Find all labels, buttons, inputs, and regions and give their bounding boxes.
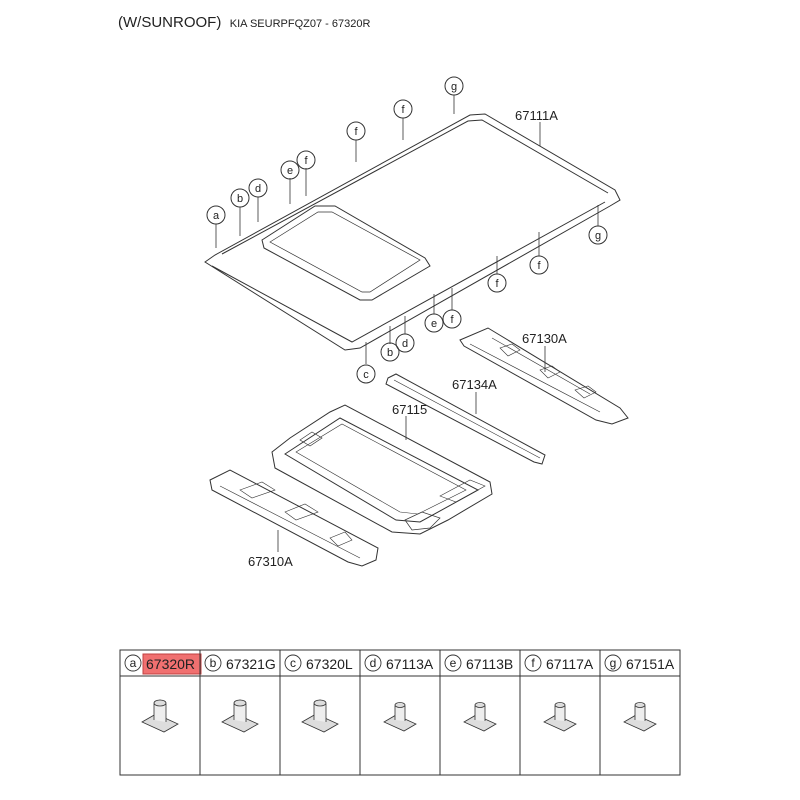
parts-table	[120, 650, 680, 775]
clip-icon	[302, 700, 338, 732]
callout-e: e	[286, 165, 294, 177]
part-label-roof-panel: 67111A	[515, 108, 558, 123]
table-part-g[interactable]: 67151A	[626, 656, 675, 672]
callout-e: e	[430, 318, 438, 330]
callout-f: f	[537, 260, 541, 272]
clip-icon	[544, 703, 576, 732]
part-label-sunroof-frame: 67115	[392, 402, 428, 417]
clip-icon	[222, 700, 258, 732]
callout-d: d	[254, 183, 262, 195]
callout-g: g	[594, 230, 602, 242]
callout-leaders	[216, 95, 598, 364]
header-title: (W/SUNROOF)	[118, 14, 222, 31]
callout-f: f	[495, 278, 499, 290]
clip-icons	[142, 700, 656, 732]
part-label-center-rail: 67134A	[452, 377, 497, 392]
callout-d: d	[401, 338, 409, 350]
callout-a: a	[212, 210, 220, 222]
table-letter-d: d	[369, 656, 377, 670]
callout-f: f	[304, 155, 308, 167]
table-part-b[interactable]: 67321G	[226, 656, 276, 672]
callout-b: b	[386, 347, 394, 359]
clip-icon	[142, 700, 178, 732]
table-letter-c: c	[290, 656, 296, 670]
table-letter-e: e	[449, 656, 457, 670]
callout-f: f	[401, 104, 405, 116]
part-label-front-rail: 67130A	[522, 331, 567, 346]
clip-icon	[464, 703, 496, 732]
table-part-e[interactable]: 67113B	[466, 656, 514, 672]
part-label-rear-rail: 67310A	[248, 554, 293, 569]
clip-icon	[384, 703, 416, 732]
callout-f: f	[450, 314, 454, 326]
header-subtitle: KIA SEURPFQZ07 - 67320R	[229, 18, 371, 30]
clip-icon	[624, 703, 656, 732]
table-letter-a: a	[129, 656, 137, 670]
table-part-a[interactable]: 67320R	[146, 656, 196, 672]
callout-g: g	[450, 81, 458, 93]
table-letter-b: b	[209, 656, 217, 670]
table-letter-g: g	[609, 656, 617, 670]
table-letter-f: f	[531, 656, 535, 670]
callout-b: b	[236, 193, 244, 205]
table-part-c[interactable]: 67320L	[306, 656, 353, 672]
callout-f: f	[354, 126, 358, 138]
sunroof-frame-drawing	[272, 405, 492, 534]
callout-c: c	[363, 369, 369, 381]
table-part-d[interactable]: 67113A	[386, 656, 434, 672]
table-part-f[interactable]: 67117A	[546, 656, 594, 672]
roof-panel-drawing	[205, 114, 620, 350]
rear-rail-drawing	[210, 470, 378, 566]
